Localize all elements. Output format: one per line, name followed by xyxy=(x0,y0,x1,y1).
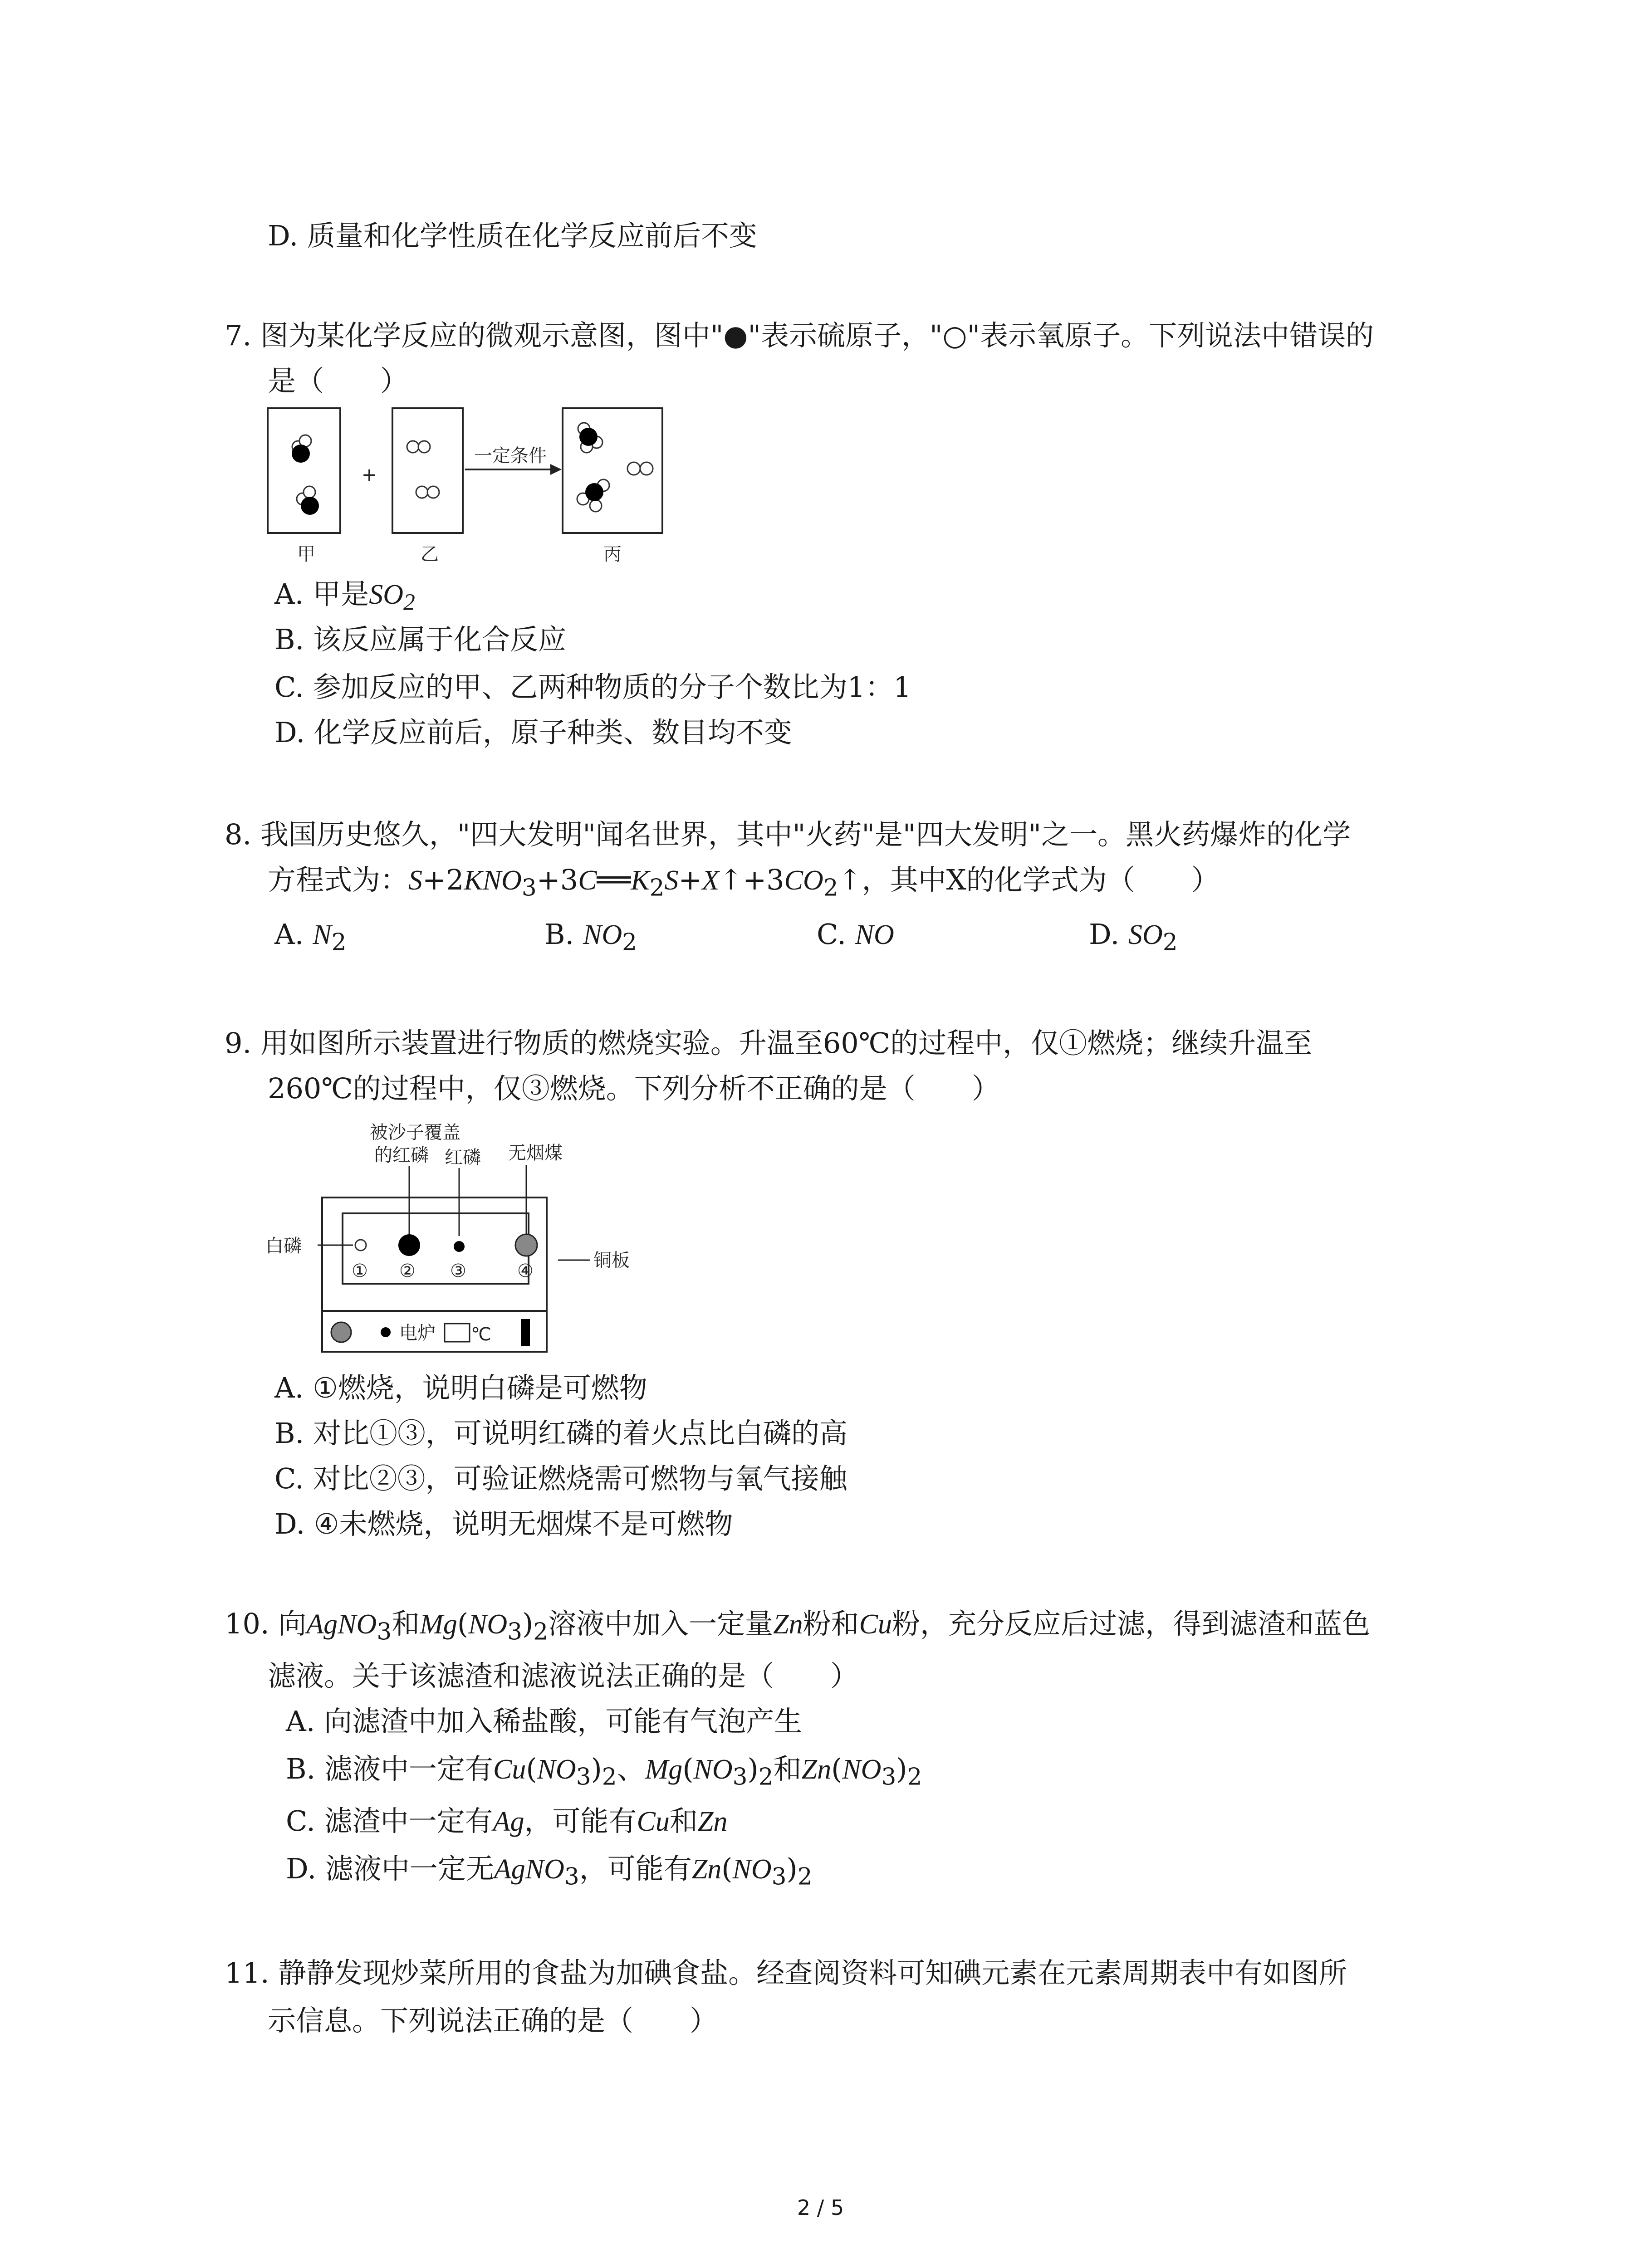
q10-stem-line1: 10. 向AgNO$_3$和$Mg(NO_3)_2$溶液中加入一定量Zn粉和Cu粉，充分反应后过滤，得到滤渣和蓝色 xyxy=(225,1607,1371,1646)
q7-stem-line1: 7. 图为某化学反应的微观示意图，图中"●"表示硫原子，"○"表示氧原子。下列说法中错误的 xyxy=(225,319,1374,352)
jia-molecules xyxy=(292,435,319,515)
label-coal: 无烟煤 xyxy=(508,1143,563,1163)
temperature-display xyxy=(445,1324,470,1342)
q11-stem-line1: 11. 静静发现炒菜所用的食盐为加碘食盐。经查阅资料可知碘元素在元素周期表中有如图所 xyxy=(225,1956,1347,1989)
q10-option-d: D. 滤液中一定无AgNO$_3$，可能有$Zn(NO_3)_2$ xyxy=(286,1852,813,1891)
q6-option-d: D. 质量和化学性质在化学反应前后不变 xyxy=(268,219,757,252)
svg-text:℃: ℃ xyxy=(471,1324,491,1345)
label-sand-covered-2: 的红磷 xyxy=(374,1145,429,1166)
svg-text:②: ② xyxy=(399,1261,416,1281)
svg-text:③: ③ xyxy=(450,1261,466,1281)
stove-knob xyxy=(331,1322,351,1342)
q9-option-c: C. 对比②③，可验证燃烧需可燃物与氧气接触 xyxy=(274,1462,847,1495)
stove-indicator xyxy=(381,1327,391,1337)
q7-option-a: A. 甲是$SO_2$ xyxy=(274,577,415,616)
q10-option-b: B. 滤液中一定有$Cu(NO_3)_2$、$Mg(NO_3)_2$和$Zn(NO_3)_2$ xyxy=(286,1752,922,1791)
q8-option-d: D. $SO_2$ xyxy=(1089,918,1178,956)
copper-plate xyxy=(343,1213,529,1284)
q9-option-b: B. 对比①③，可说明红磷的着火点比白磷的高 xyxy=(274,1417,847,1450)
condition-label: 一定条件 xyxy=(474,445,547,466)
red-phosphorus xyxy=(454,1241,465,1252)
q9-stem-line1: 9. 用如图所示装置进行物质的燃烧实验。升温至60℃的过程中，仅①燃烧；继续升温至 xyxy=(225,1026,1313,1060)
q9-apparatus-diagram xyxy=(263,1120,671,1361)
q10-option-a: A. 向滤渣中加入稀盐酸，可能有气泡产生 xyxy=(286,1705,803,1738)
q7-option-b: B. 该反应属于化合反应 xyxy=(274,623,566,656)
bing-molecules xyxy=(577,423,653,512)
q9-stem-line2: 260℃的过程中，仅③燃烧。下列分析不正确的是（ ） xyxy=(268,1072,1000,1105)
coal xyxy=(515,1234,537,1256)
q7-option-c: C. 参加反应的甲、乙两种物质的分子个数比为1：1 xyxy=(274,670,911,704)
q9-option-a: A. ①燃烧，说明白磷是可燃物 xyxy=(274,1371,647,1404)
label-bing: 丙 xyxy=(603,544,622,565)
white-phosphorus xyxy=(355,1240,366,1251)
q11-stem-line2: 示信息。下列说法正确的是（ ） xyxy=(268,2004,718,2037)
label-stove: 电炉 xyxy=(399,1323,436,1344)
svg-text:④: ④ xyxy=(517,1261,534,1281)
q7-reaction-diagram xyxy=(265,404,674,581)
q8-stem-line1: 8. 我国历史悠久，"四大发明"闻名世界，其中"火药"是"四大发明"之一。黑火药爆炸的化学 xyxy=(225,818,1351,851)
stove-switch xyxy=(521,1319,530,1346)
q7-option-d: D. 化学反应前后，原子种类、数目均不变 xyxy=(274,716,792,749)
sand-covered-red-phosphorus xyxy=(398,1234,420,1256)
q8-option-b: B. $NO_2$ xyxy=(544,918,637,956)
q10-option-c: C. 滤渣中一定有Ag，可能有Cu和Zn xyxy=(286,1804,728,1838)
label-red-phosphorus: 红磷 xyxy=(445,1147,481,1168)
label-copper-plate: 铜板 xyxy=(593,1250,630,1271)
q8-option-c: C. NO xyxy=(817,918,894,951)
label-white-phosphorus: 白磷 xyxy=(265,1236,302,1256)
q8-stem-line2: 方程式为：$S+2KNO_3+3C══K_2S+X↑+3CO_2↑$，其中X的化学式为（ ） xyxy=(268,863,1220,902)
label-jia: 甲 xyxy=(297,544,315,565)
box-jia xyxy=(268,408,340,533)
q7-stem-line2: 是（ ） xyxy=(268,364,409,397)
q9-option-d: D. ④未燃烧，说明无烟煤不是可燃物 xyxy=(274,1507,733,1540)
yi-molecules xyxy=(407,441,439,498)
q10-stem-line2: 滤液。关于该滤渣和滤液说法正确的是（ ） xyxy=(268,1659,859,1692)
label-yi: 乙 xyxy=(421,544,439,565)
svg-text:①: ① xyxy=(352,1261,368,1281)
plus-sign: + xyxy=(362,464,377,485)
q8-option-a: A. $N_2$ xyxy=(274,918,347,956)
box-yi xyxy=(392,408,463,533)
page-number: 2 / 5 xyxy=(797,2195,844,2220)
label-sand-covered-1: 被沙子覆盖 xyxy=(370,1122,460,1143)
